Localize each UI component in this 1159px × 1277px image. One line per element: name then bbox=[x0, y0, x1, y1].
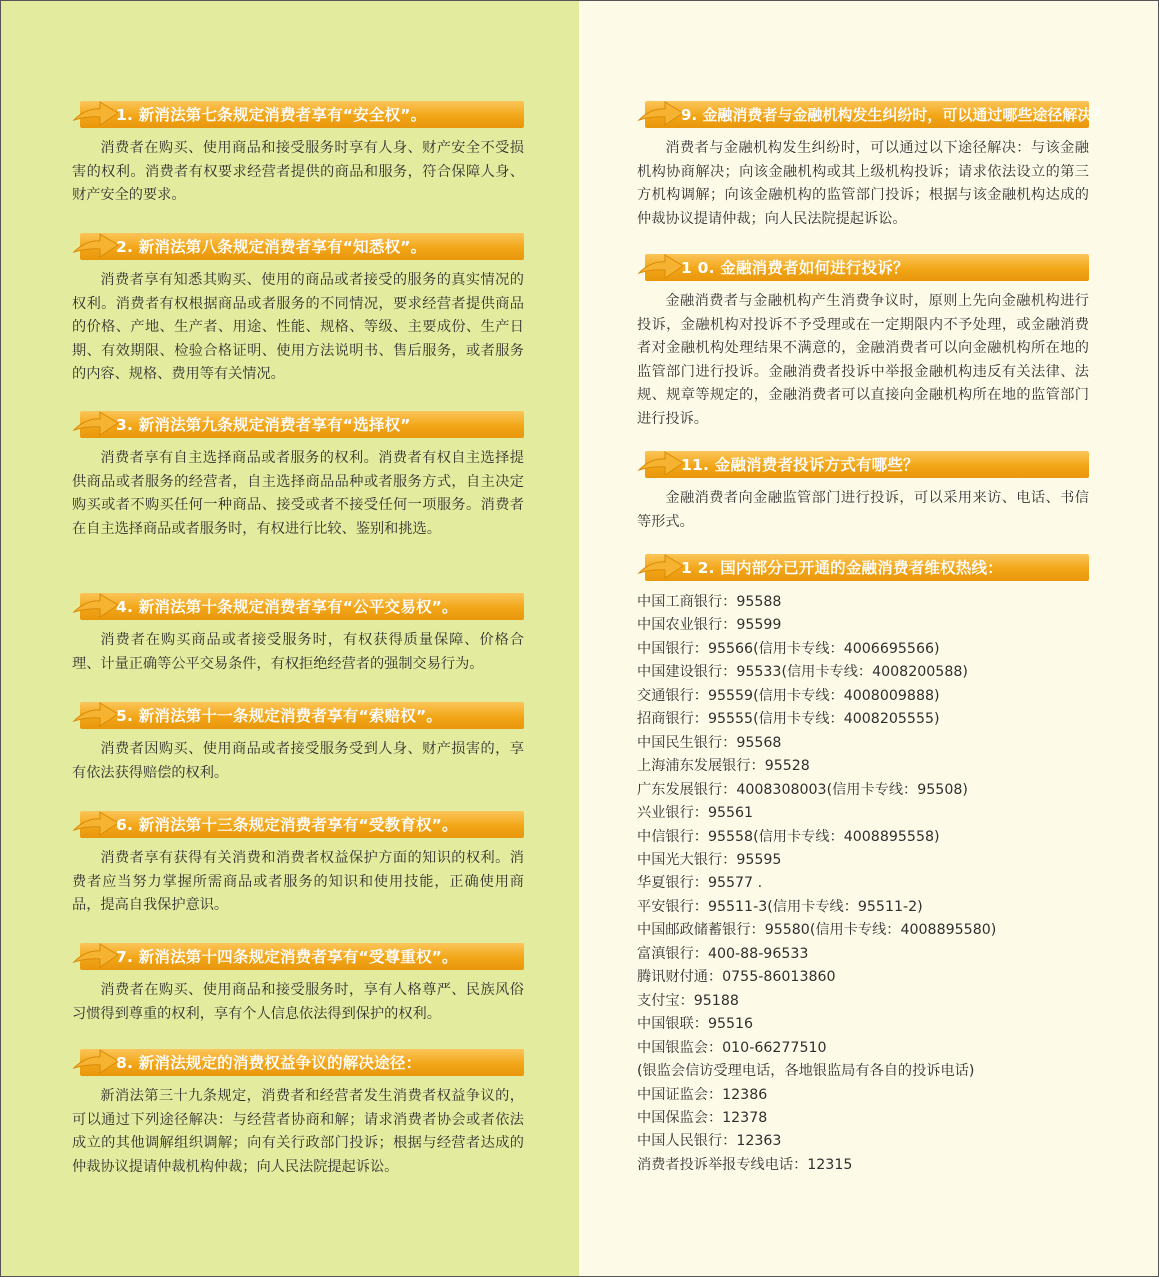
section-body: 新消法第三十九条规定，消费者和经营者发生消费者权益争议的，可以通过下列途径解决：与经营者协商和解；请求消费者协会或者依法成立的其他调解组织调解；向有关行政部门投诉；根据与经营者达成的仲裁协议提请仲裁机构仲裁；向人民法院提起诉讼。 bbox=[72, 1088, 524, 1175]
hotline-item: 腾讯财付通：0755-86013860 bbox=[637, 969, 836, 986]
section-body: 金融消费者与金融机构产生消费争议时，原则上先向金融机构进行投诉，金融机构对投诉不予受理或在一定期限内不予处理，或金融消费者对金融机构处理结果不满意的，金融消费者可以向金融机构所在地的监管部门进行投诉。金融消费者投诉中举报金融机构违反有关法律、法规、规章等规定的，金融消费者可以直接向金融机构所在地的监管部门进行投诉。 bbox=[637, 293, 1089, 427]
section-respect-right bbox=[72, 940, 524, 1026]
hotline-item: 中国银监会：010-66277510 bbox=[637, 1039, 827, 1056]
section-fair-trade-right bbox=[72, 590, 524, 676]
hotline-list bbox=[637, 591, 1089, 1177]
hotline-item: 兴业银行：95561 bbox=[637, 805, 754, 822]
section-heading: 2. 新消法第八条规定消费者享有“知悉权”。 bbox=[72, 230, 524, 260]
arrow-icon bbox=[637, 448, 685, 480]
section-body: 消费者因购买、使用商品或者接受服务受到人身、财产损害的，享有依法获得赔偿的权利。 bbox=[72, 741, 524, 781]
hotline-item: 中信银行：95558(信用卡专线：4008895558) bbox=[637, 828, 940, 845]
hotline-item: 交通银行：95559(信用卡专线：4008009888) bbox=[637, 687, 940, 704]
section-heading: 4. 新消法第十条规定消费者享有“公平交易权”。 bbox=[72, 590, 524, 620]
arrow-icon bbox=[72, 408, 120, 440]
section-body: 消费者在购买、使用商品和接受服务时，享有人格尊严、民族风俗习惯得到尊重的权利，享有个人信息依法得到保护的权利。 bbox=[72, 982, 524, 1022]
section-body: 消费者与金融机构发生纠纷时，可以通过以下途径解决：与该金融机构协商解决；向该金融机构或其上级机构投诉；请求依法设立的第三方机构调解；向该金融机构的监管部门投诉；根据与该金融机构达成的仲裁协议提请仲裁；向人民法院提起诉讼。 bbox=[637, 140, 1089, 227]
hotline-item: 中国邮政储蓄银行：95580(信用卡专线：4008895580) bbox=[637, 922, 997, 939]
arrow-icon bbox=[72, 699, 120, 731]
arrow-icon bbox=[72, 808, 120, 840]
section-education-right bbox=[72, 808, 524, 918]
hotline-item: 广东发展银行：4008308003(信用卡专线：95508) bbox=[637, 781, 968, 798]
section-dispute-resolution bbox=[72, 1046, 524, 1179]
arrow-icon bbox=[72, 590, 120, 622]
hotline-item: 中国证监会：12386 bbox=[637, 1086, 768, 1103]
section-heading: 9. 金融消费者与金融机构发生纠纷时，可以通过哪些途径解决？ bbox=[637, 98, 1089, 128]
arrow-icon bbox=[637, 551, 685, 583]
hotline-item: 上海浦东发展银行：95528 bbox=[637, 758, 810, 775]
section-choice-right bbox=[72, 408, 524, 541]
section-heading: 1 0. 金融消费者如何进行投诉？ bbox=[637, 251, 1089, 281]
section-information-right bbox=[72, 230, 524, 387]
hotline-item: 中国人民银行：12363 bbox=[637, 1133, 782, 1150]
arrow-icon bbox=[72, 1046, 120, 1078]
section-heading: 1 2. 国内部分已开通的金融消费者维权热线： bbox=[637, 551, 1089, 581]
hotline-item: 中国光大银行：95595 bbox=[637, 851, 782, 868]
hotline-item: 中国农业银行：95599 bbox=[637, 617, 782, 634]
section-financial-dispute bbox=[637, 98, 1108, 231]
section-heading: 8. 新消法规定的消费权益争议的解决途径： bbox=[72, 1046, 524, 1076]
section-body: 金融消费者向金融监管部门进行投诉，可以采用来访、电话、书信等形式。 bbox=[637, 490, 1089, 530]
hotline-item: 中国银联：95516 bbox=[637, 1016, 754, 1033]
hotline-item: 中国民生银行：95568 bbox=[637, 734, 782, 751]
section-heading: 1. 新消法第七条规定消费者享有“安全权”。 bbox=[72, 98, 524, 128]
section-safety-right bbox=[72, 98, 524, 208]
section-body: 消费者在购买商品或者接受服务时，有权获得质量保障、价格合理、计量正确等公平交易条件，有权拒绝经营者的强制交易行为。 bbox=[72, 632, 524, 672]
section-body: 消费者享有获得有关消费和消费者权益保护方面的知识的权利。消费者应当努力掌握所需商品或者服务的知识和使用技能，正确使用商品，提高自我保护意识。 bbox=[72, 850, 524, 914]
arrow-icon bbox=[72, 98, 120, 130]
arrow-icon bbox=[72, 230, 120, 262]
arrow-icon bbox=[637, 251, 685, 283]
hotline-item: 中国工商银行：95588 bbox=[637, 594, 782, 610]
arrow-icon bbox=[72, 940, 120, 972]
section-how-to-complain bbox=[637, 251, 1089, 432]
section-body: 消费者在购买、使用商品和接受服务时享有人身、财产安全不受损害的权利。消费者有权要求经营者提供的商品和服务，符合保障人身、财产安全的要求。 bbox=[72, 140, 524, 204]
section-hotlines bbox=[637, 551, 1089, 1177]
section-compensation-right bbox=[72, 699, 524, 785]
hotline-item: 富滇银行：400-88-96533 bbox=[637, 945, 809, 962]
section-body: 消费者享有自主选择商品或者服务的权利。消费者有权自主选择提供商品或者服务的经营者，自主选择商品品种或者服务方式，自主决定购买或者不购买任何一种商品、接受或者不接受任何一项服务。消费者在自主选择商品或者服务时，有权进行比较、鉴别和挑选。 bbox=[72, 450, 524, 537]
section-heading: 3. 新消法第九条规定消费者享有“选择权” bbox=[72, 408, 524, 438]
section-heading: 11. 金融消费者投诉方式有哪些？ bbox=[637, 448, 1089, 478]
hotline-note: (银监会信访受理电话，各地银监局有各自的投诉电话) bbox=[637, 1063, 975, 1080]
hotline-item: 中国建设银行：95533(信用卡专线：4008200588) bbox=[637, 664, 968, 681]
section-heading: 6. 新消法第十三条规定消费者享有“受教育权”。 bbox=[72, 808, 524, 838]
hotline-item: 中国保监会：12378 bbox=[637, 1109, 768, 1126]
section-complaint-methods bbox=[637, 448, 1089, 534]
hotline-item: 招商银行：95555(信用卡专线：4008205555) bbox=[637, 711, 940, 728]
hotline-item: 华夏银行：95577 . bbox=[637, 875, 763, 892]
section-heading: 5. 新消法第十一条规定消费者享有“索赔权”。 bbox=[72, 699, 524, 729]
hotline-item: 中国银行：95566(信用卡专线：4006695566) bbox=[637, 640, 940, 657]
section-heading: 7. 新消法第十四条规定消费者享有“受尊重权”。 bbox=[72, 940, 524, 970]
hotline-item: 支付宝：95188 bbox=[637, 992, 739, 1009]
section-body: 消费者享有知悉其购买、使用的商品或者接受的服务的真实情况的权利。消费者有权根据商品或者服务的不同情况，要求经营者提供商品的价格、产地、生产者、用途、性能、规格、等级、主要成份、生产日期、有效期限、检验合格证明、使用方法说明书、售后服务，或者服务的内容、规格、费用等有关情况。 bbox=[72, 272, 524, 383]
arrow-icon bbox=[637, 98, 685, 130]
hotline-item: 消费者投诉举报专线电话：12315 bbox=[637, 1156, 853, 1173]
hotline-item: 平安银行：95511-3(信用卡专线：95511-2) bbox=[637, 898, 923, 915]
